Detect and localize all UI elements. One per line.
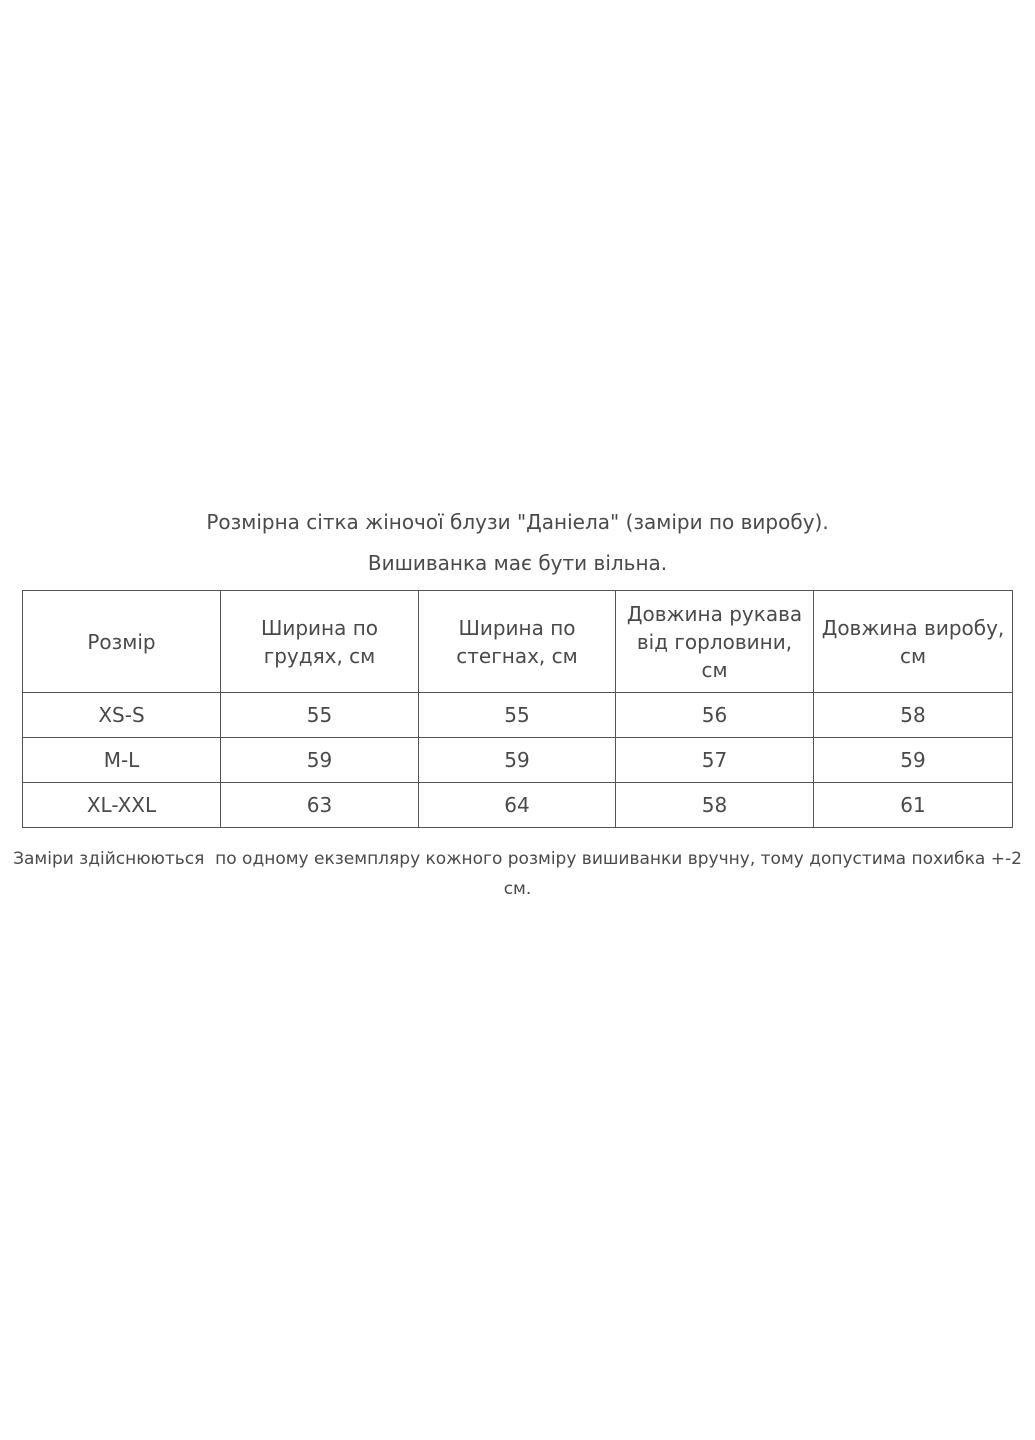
table-row — [23, 738, 1013, 783]
table-subtitle: Вишиванка має бути вільна. — [367, 551, 668, 575]
cell-sleeve-length: 56 — [616, 693, 814, 738]
header-chest-width: Ширина по грудях, см — [221, 591, 419, 693]
cell-product-length: 58 — [814, 693, 1013, 738]
table-title: Розмірна сітка жіночої блузи "Даніела" (заміри по виробу). — [206, 510, 829, 534]
cell-product-length: 59 — [814, 738, 1013, 783]
cell-hip-width: 64 — [419, 783, 616, 828]
measurement-note-text: Заміри здійснюються по одному екземпляру кожного розміру вишиванки вручну, тому допустима похибка +-2 см. — [13, 849, 1028, 899]
cell-size: M-L — [23, 738, 221, 783]
header-size: Розмір — [23, 591, 221, 693]
cell-size: XS-S — [23, 693, 221, 738]
header-product-length: Довжина виробу, см — [814, 591, 1013, 693]
cell-hip-width: 55 — [419, 693, 616, 738]
table-row — [23, 783, 1013, 828]
header-sleeve-length: Довжина рукава від горловини, см — [616, 591, 814, 693]
table-row — [23, 693, 1013, 738]
cell-sleeve-length: 57 — [616, 738, 814, 783]
cell-sleeve-length: 58 — [616, 783, 814, 828]
cell-chest-width: 59 — [221, 738, 419, 783]
cell-chest-width: 63 — [221, 783, 419, 828]
measurement-note — [0, 844, 1035, 904]
cell-chest-width: 55 — [221, 693, 419, 738]
cell-size: XL-XXL — [23, 783, 221, 828]
table-header-row — [23, 591, 1013, 693]
size-chart-table — [22, 590, 1013, 828]
header-hip-width: Ширина по стегнах, см — [419, 591, 616, 693]
cell-hip-width: 59 — [419, 738, 616, 783]
cell-product-length: 61 — [814, 783, 1013, 828]
